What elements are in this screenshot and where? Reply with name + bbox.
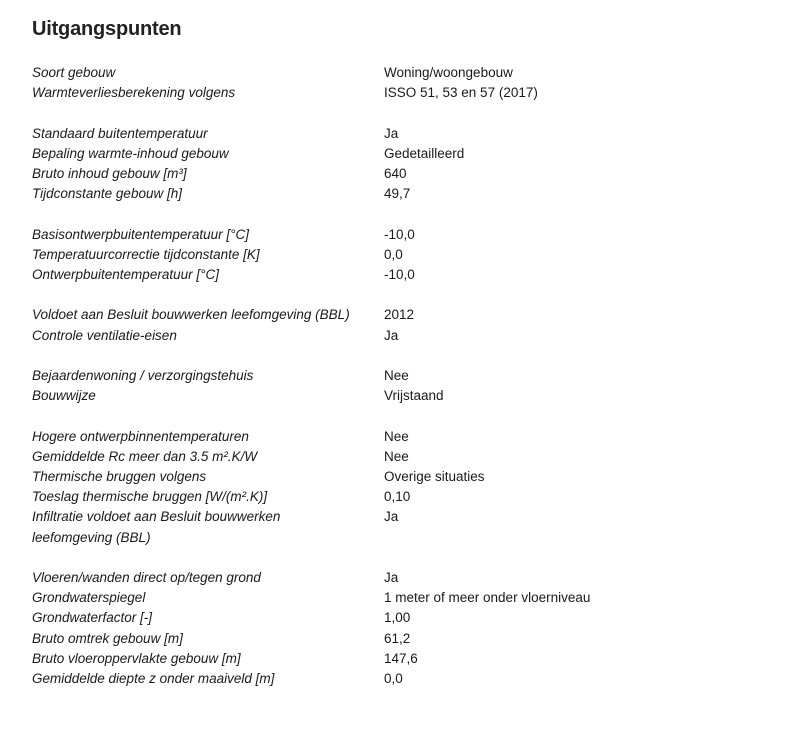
spec-value: 49,7 [384, 186, 411, 202]
spec-label: Soort gebouw [32, 65, 116, 80]
spec-value: 147,6 [384, 650, 418, 666]
group-spacer [32, 406, 772, 426]
spec-row [32, 629, 772, 649]
spec-value: -10,0 [384, 226, 415, 242]
spec-row [32, 144, 772, 164]
spec-row [32, 326, 772, 346]
spec-value: Nee [384, 367, 409, 383]
spec-value: Ja [384, 125, 399, 141]
spec-value: Gedetailleerd [384, 145, 465, 161]
spec-label: Gemiddelde Rc meer dan 3.5 m².K/W [32, 448, 258, 464]
spec-label: Grondwaterfactor [-] [32, 610, 153, 626]
spec-row [32, 669, 772, 689]
spec-value: 1 meter of meer onder vloerniveau [384, 590, 591, 606]
spec-value: ISSO 51, 53 en 57 (2017) [384, 85, 538, 101]
spec-label: Voldoet aan Besluit bouwwerken leefomgeving (BBL) [32, 307, 350, 323]
spec-label: Thermische bruggen volgens [32, 468, 207, 484]
spec-value: 0,10 [384, 489, 411, 505]
spec-row [32, 305, 772, 325]
spec-row [32, 507, 772, 547]
spec-label: Hogere ontwerpbinnentemperaturen [32, 428, 249, 444]
spec-label: Bepaling warmte-inhoud gebouw [32, 145, 229, 161]
spec-row [32, 225, 772, 245]
spec-row [32, 487, 772, 507]
spec-value: Ja [384, 569, 399, 585]
spec-label: Bruto inhoud gebouw [m³] [32, 166, 187, 181]
spec-value: Vrijstaand [384, 388, 444, 404]
spec-row [32, 124, 772, 144]
group-spacer [32, 285, 772, 305]
spec-label: Ontwerpbuitentemperatuur [°C] [32, 267, 219, 282]
page-title: Uitgangspunten [32, 18, 182, 40]
spec-value: 640 [384, 166, 407, 181]
spec-row [32, 63, 772, 83]
spec-label: Toeslag thermische bruggen [W/(m².K)] [32, 489, 268, 505]
spec-row [32, 649, 772, 669]
spec-value: Ja [384, 327, 399, 343]
group-spacer [32, 346, 772, 366]
spec-label: Bejaardenwoning / verzorgingstehuis [32, 367, 254, 383]
spec-label: Bruto omtrek gebouw [m] [32, 630, 183, 646]
spec-row [32, 588, 772, 608]
spec-row [32, 184, 772, 204]
group-spacer [32, 548, 772, 568]
spec-label: Tijdconstante gebouw [h] [32, 186, 182, 202]
spec-row [32, 164, 772, 184]
spec-label: Controle ventilatie-eisen [32, 327, 177, 343]
spec-value: Nee [384, 448, 409, 464]
spec-value: 61,2 [384, 630, 411, 646]
spec-label: Temperatuurcorrectie tijdconstante [K] [32, 246, 260, 262]
spec-value: Overige situaties [384, 468, 485, 484]
spec-value: 0,0 [384, 246, 403, 262]
spec-label: Standaard buitentemperatuur [32, 125, 208, 141]
spec-label: Bruto vloeroppervlakte gebouw [m] [32, 650, 241, 666]
spec-row [32, 265, 772, 285]
spec-row [32, 83, 772, 103]
spec-row [32, 447, 772, 467]
spec-label-continuation: leefomgeving (BBL) [32, 529, 151, 545]
spec-label: Basisontwerpbuitentemperatuur [°C] [32, 226, 250, 242]
spec-row [32, 245, 772, 265]
specs-table [32, 63, 772, 689]
spec-label: Gemiddelde diepte z onder maaiveld [m] [32, 671, 275, 686]
spec-value: 1,00 [384, 610, 411, 626]
spec-label: Infiltratie voldoet aan Besluit bouwwerken leefomgeving (BBL) [32, 509, 281, 545]
spec-row [32, 427, 772, 447]
spec-value: Ja [384, 509, 399, 525]
spec-value: -10,0 [384, 267, 415, 282]
spec-value: Nee [384, 428, 409, 444]
spec-label: Warmteverliesberekening volgens [32, 85, 236, 101]
spec-row [32, 386, 772, 406]
spec-row [32, 366, 772, 386]
spec-label: Bouwwijze [32, 388, 96, 404]
spec-row [32, 568, 772, 588]
spec-value: 2012 [384, 307, 415, 323]
spec-label: Grondwaterspiegel [32, 590, 146, 606]
group-spacer [32, 204, 772, 224]
spec-value: Woning/woongebouw [384, 65, 513, 80]
spec-value: 0,0 [384, 671, 403, 686]
group-spacer [32, 103, 772, 123]
spec-label: Vloeren/wanden direct op/tegen grond [32, 569, 261, 585]
spec-row [32, 608, 772, 628]
spec-row [32, 467, 772, 487]
